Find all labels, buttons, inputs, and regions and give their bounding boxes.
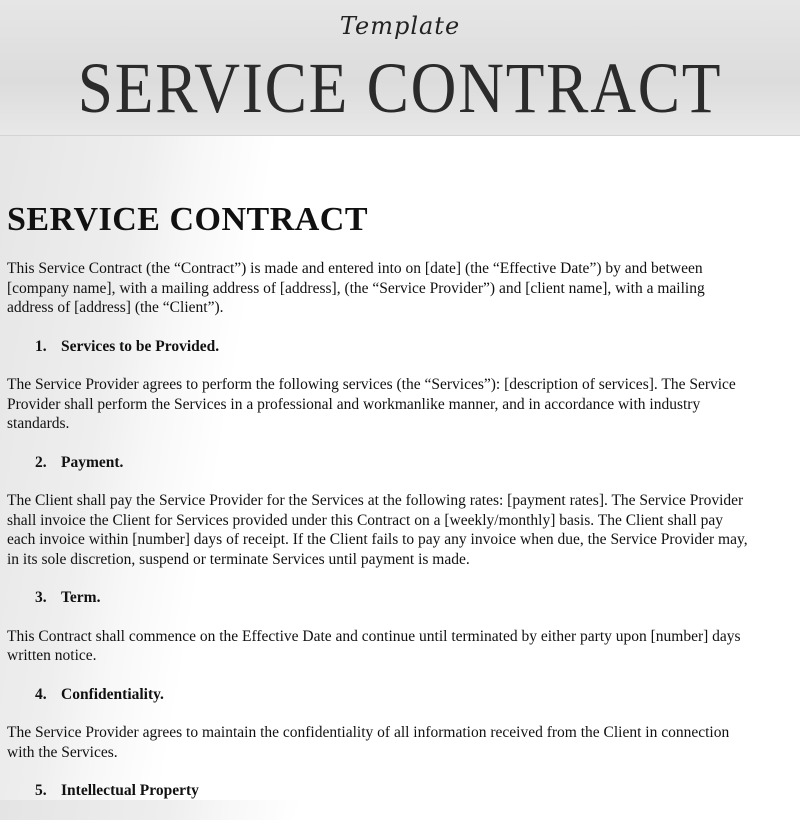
text-line: with the Services. [7, 743, 118, 761]
section-heading [7, 781, 797, 801]
intro-paragraph [7, 259, 797, 318]
section-paragraph [7, 491, 797, 569]
section-title: Intellectual Property [61, 782, 199, 799]
text-line: The Service Provider agrees to perform the following services (the “Services”): [description of services]. The Service [7, 376, 736, 393]
header-banner [0, 0, 800, 136]
section-title: Payment. [61, 453, 124, 471]
section-heading [7, 588, 797, 608]
text-line: This Service Contract (the “Contract”) is made and entered into on [date] (the “Effective Date”) by and between [7, 260, 703, 277]
document-body [7, 200, 797, 820]
text-line: shall invoice the Client for Services provided under this Contract on a [weekly/monthly] basis. The Client shall pay [7, 511, 724, 529]
section-heading [7, 685, 797, 705]
section-heading [7, 337, 797, 357]
section-paragraph [7, 627, 797, 666]
section-number: 4. [35, 685, 47, 703]
text-line: The Client shall pay the Service Provider for the Services at the following rates: [payment rates]. The Service Provider [7, 492, 744, 509]
section-heading [7, 453, 797, 473]
section-number: 5. [35, 782, 47, 799]
banner-script-label: Template [339, 12, 461, 40]
section-title: Services to be Provided. [61, 337, 220, 355]
section-number: 1. [35, 337, 47, 355]
text-line: in its sole discretion, suspend or terminate Services until payment is made. [7, 550, 470, 568]
text-line: The Service Provider agrees to maintain the confidentiality of all information received from the Client in connection [7, 724, 730, 741]
section-title: Term. [61, 589, 101, 606]
text-line: standards. [7, 415, 70, 432]
section-title: Confidentiality. [61, 685, 164, 703]
text-line: Provider shall perform the Services in a professional and workmanlike manner, and in accordance with industry [7, 395, 701, 413]
banner-title: SERVICE CONTRACT [77, 48, 723, 128]
text-line: This Contract shall commence on the Effective Date and continue until terminated by either party upon [number] days [7, 627, 741, 645]
text-line: each invoice within [number] days of receipt. If the Client fails to pay any invoice when due, the Service Provider may, [7, 531, 748, 548]
section-paragraph [7, 375, 797, 434]
section-number: 2. [35, 453, 47, 471]
section-number: 3. [35, 589, 47, 606]
text-line: address of [address] (the “Client”). [7, 299, 224, 316]
text-line: [company name], with a mailing address of [address], (the “Service Provider”) and [client name], with a mailing [7, 279, 705, 297]
text-line: written notice. [7, 647, 97, 664]
document-title: SERVICE CONTRACT [7, 201, 369, 238]
section-paragraph [7, 723, 797, 762]
